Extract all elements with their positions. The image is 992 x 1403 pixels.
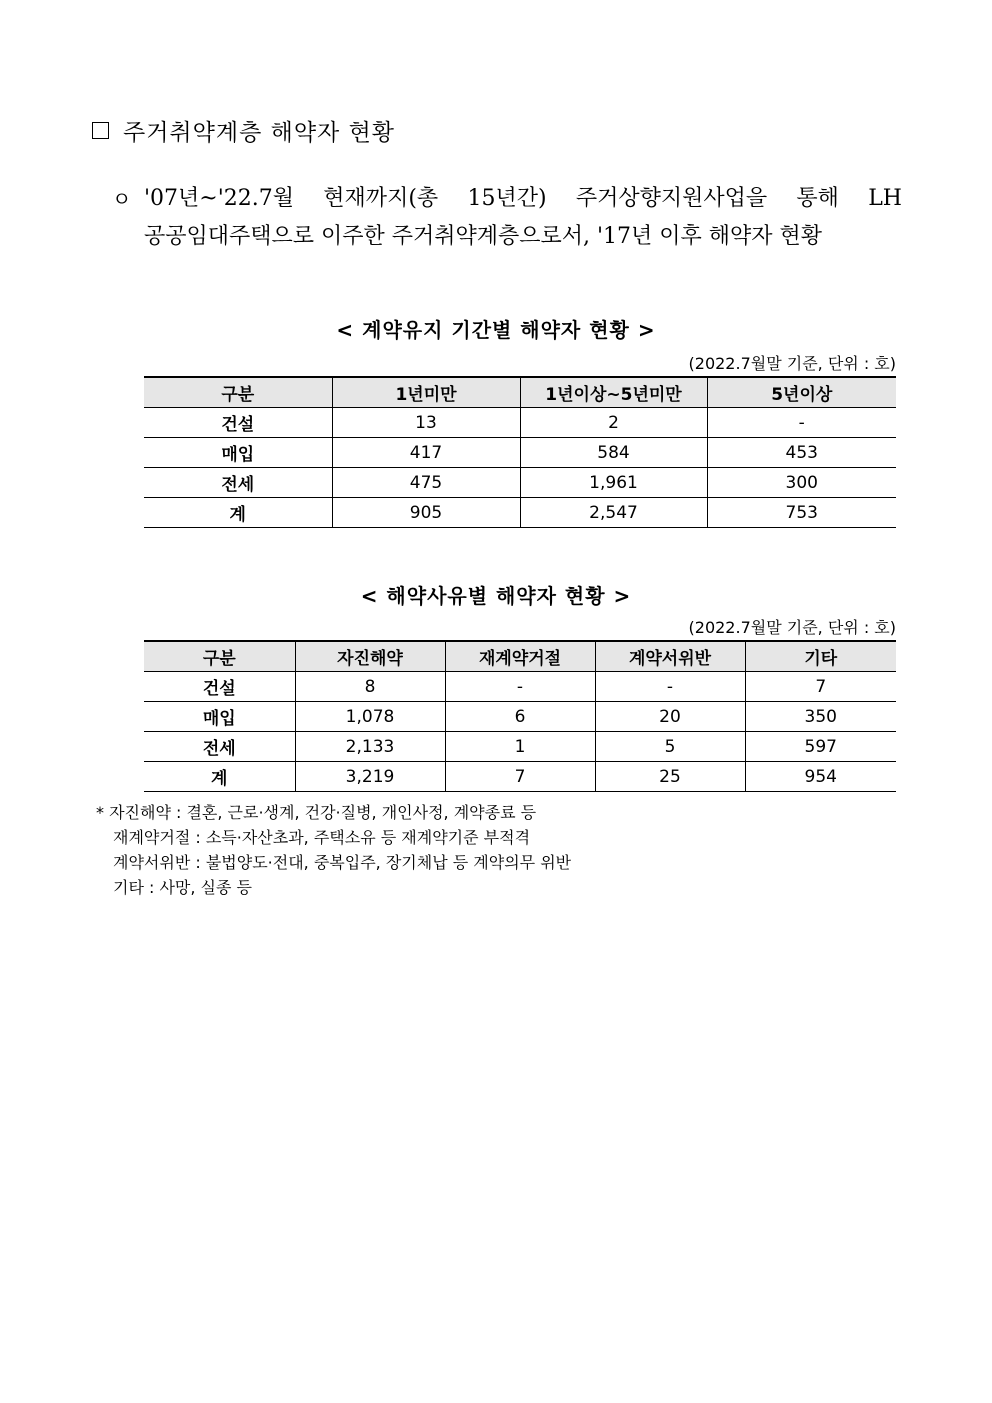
column-header: 기타 — [745, 641, 896, 672]
checkbox-icon — [92, 122, 109, 139]
table-row — [144, 498, 896, 528]
column-header: 자진해약 — [295, 641, 445, 672]
footnote-line: 계약서위반 : 불법양도·전대, 중복입주, 장기체납 등 계약의무 위반 — [113, 853, 572, 872]
footnote-line: 기타 : 사망, 실종 등 — [113, 878, 253, 897]
row-header: 계 — [144, 498, 332, 528]
table-header-row — [144, 377, 896, 408]
table-cell: 1 — [445, 732, 595, 762]
table-row — [144, 732, 896, 762]
table-cell: 2,547 — [520, 498, 707, 528]
table-row — [144, 702, 896, 732]
table-header-row — [144, 641, 896, 672]
row-header: 전세 — [144, 732, 295, 762]
row-header: 매입 — [144, 438, 332, 468]
table-cell: 300 — [707, 468, 896, 498]
row-header: 건설 — [144, 672, 295, 702]
section-title-text: 주거취약계층 해약자 현황 — [123, 120, 396, 146]
table-cell: 453 — [707, 438, 896, 468]
footnote-line: 재계약거절 : 소득·자산초과, 주택소유 등 재계약기준 부적격 — [113, 828, 531, 847]
table-row — [144, 408, 896, 438]
table-cell: 7 — [445, 762, 595, 792]
bullet-paragraph — [112, 180, 902, 256]
column-header: 1년미만 — [332, 377, 520, 408]
table-cell: 2 — [520, 408, 707, 438]
column-header: 1년이상~5년미만 — [520, 377, 707, 408]
footnote-line: * 자진해약 : 결혼, 근로·생계, 건강·질병, 개인사정, 계약종료 등 — [96, 803, 537, 822]
table-cell: 8 — [295, 672, 445, 702]
table-cell: - — [595, 672, 745, 702]
row-header: 전세 — [144, 468, 332, 498]
table-cell: 1,961 — [520, 468, 707, 498]
table-cell: - — [707, 408, 896, 438]
table-row — [144, 762, 896, 792]
table-cell: 753 — [707, 498, 896, 528]
table-cell: 350 — [745, 702, 896, 732]
table2-caption: < 해약사유별 해약자 현황 > — [360, 584, 632, 608]
table-cell: 13 — [332, 408, 520, 438]
table-cell: 584 — [520, 438, 707, 468]
table-row — [144, 438, 896, 468]
table-row — [144, 672, 896, 702]
footnotes — [96, 800, 571, 900]
table-cell: 3,219 — [295, 762, 445, 792]
table1-caption: < 계약유지 기간별 해약자 현황 > — [336, 318, 656, 342]
column-header: 5년이상 — [707, 377, 896, 408]
table-cell: 417 — [332, 438, 520, 468]
column-header: 구분 — [144, 377, 332, 408]
table-cell: 25 — [595, 762, 745, 792]
column-header: 계약서위반 — [595, 641, 745, 672]
row-header: 매입 — [144, 702, 295, 732]
bullet-text: '07년~'22.7월 현재까지(총 15년간) 주거상향지원사업을 통해 LH 공공임대주택으로 이주한 주거취약계층으로서, '17년 이후 해약자 현황 — [144, 186, 902, 249]
row-header: 계 — [144, 762, 295, 792]
table-cell: 597 — [745, 732, 896, 762]
table-termination-reason — [144, 640, 896, 792]
row-header: 건설 — [144, 408, 332, 438]
table2-unit: (2022.7월말 기준, 단위 : 호) — [688, 618, 896, 637]
table-cell: 6 — [445, 702, 595, 732]
table1-unit: (2022.7월말 기준, 단위 : 호) — [688, 354, 896, 373]
table-cell: 1,078 — [295, 702, 445, 732]
table-cell: - — [445, 672, 595, 702]
table-cell: 7 — [745, 672, 896, 702]
table-row — [144, 468, 896, 498]
bullet-circle-icon: ㅇ — [112, 187, 132, 211]
section-title — [92, 114, 395, 147]
column-header: 구분 — [144, 641, 295, 672]
table-cell: 954 — [745, 762, 896, 792]
table-maintenance-period — [144, 376, 896, 528]
column-header: 재계약거절 — [445, 641, 595, 672]
table-cell: 905 — [332, 498, 520, 528]
table-cell: 20 — [595, 702, 745, 732]
table-cell: 5 — [595, 732, 745, 762]
table-cell: 2,133 — [295, 732, 445, 762]
table-cell: 475 — [332, 468, 520, 498]
